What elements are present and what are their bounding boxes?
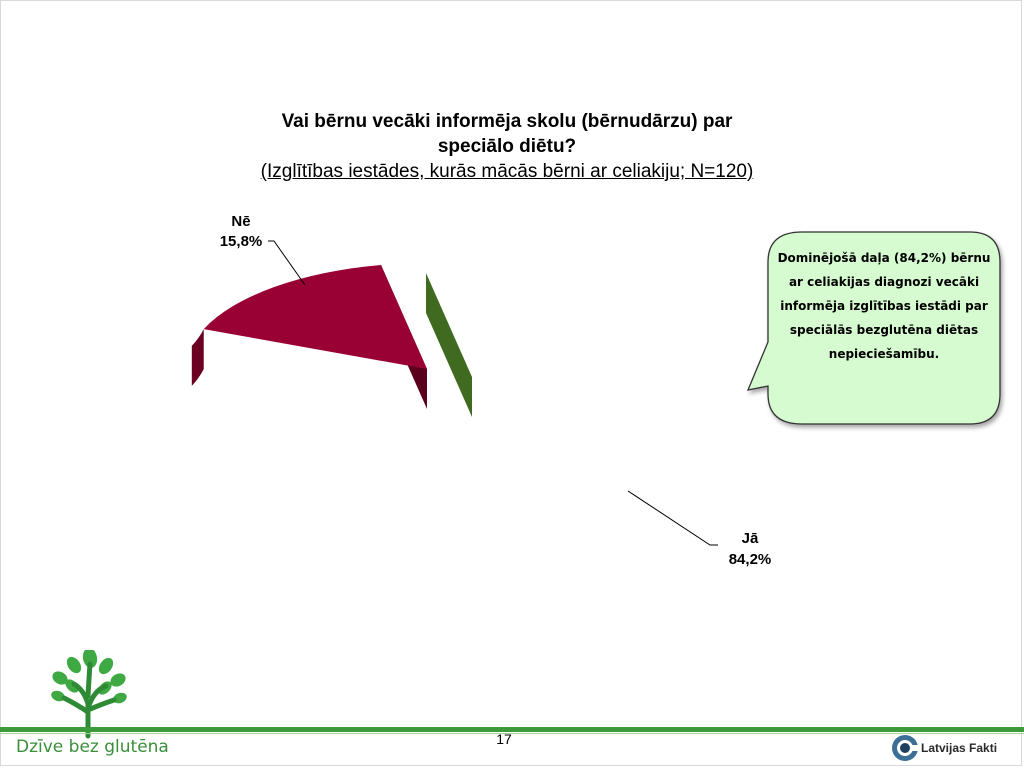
label-ne-value: 15,8%	[219, 233, 263, 250]
partner-logo-icon	[891, 733, 921, 763]
brand-name: Dzīve bez glutēna	[16, 737, 169, 757]
page-number: 17	[496, 731, 512, 747]
label-ne-name: Nē	[231, 213, 251, 230]
leader-line-ja	[628, 491, 718, 545]
chart-title-line2: speciālo diētu?	[437, 136, 577, 157]
label-ne	[220, 213, 305, 285]
slice-ne-top	[204, 265, 427, 369]
label-ja-name: Jā	[741, 530, 759, 547]
slice-ja-cut	[426, 273, 472, 417]
label-ja-value: 84,2%	[728, 551, 772, 568]
chart-title-line1: Vai bērnu vecāki informēja skolu (bērnudārzu) par	[281, 111, 733, 132]
slice-ne-side	[192, 329, 204, 386]
partner-logo	[891, 733, 1015, 763]
leader-line-ne	[268, 241, 305, 285]
pie-slices	[192, 265, 472, 417]
chart-subtitle: (Izglītības iestādes, kurās mācās bērni ar celiakiju; N=120)	[260, 161, 754, 182]
partner-name: Latvijas Fakti	[921, 741, 998, 755]
label-ja	[628, 491, 771, 568]
callout-text: Dominējošā daļa (84,2%) bērnu ar celiakijas diagnozi vecāki informēja izglītības iestādi par speciālās bezglutēna diētas nepieciešamību.	[777, 251, 991, 361]
